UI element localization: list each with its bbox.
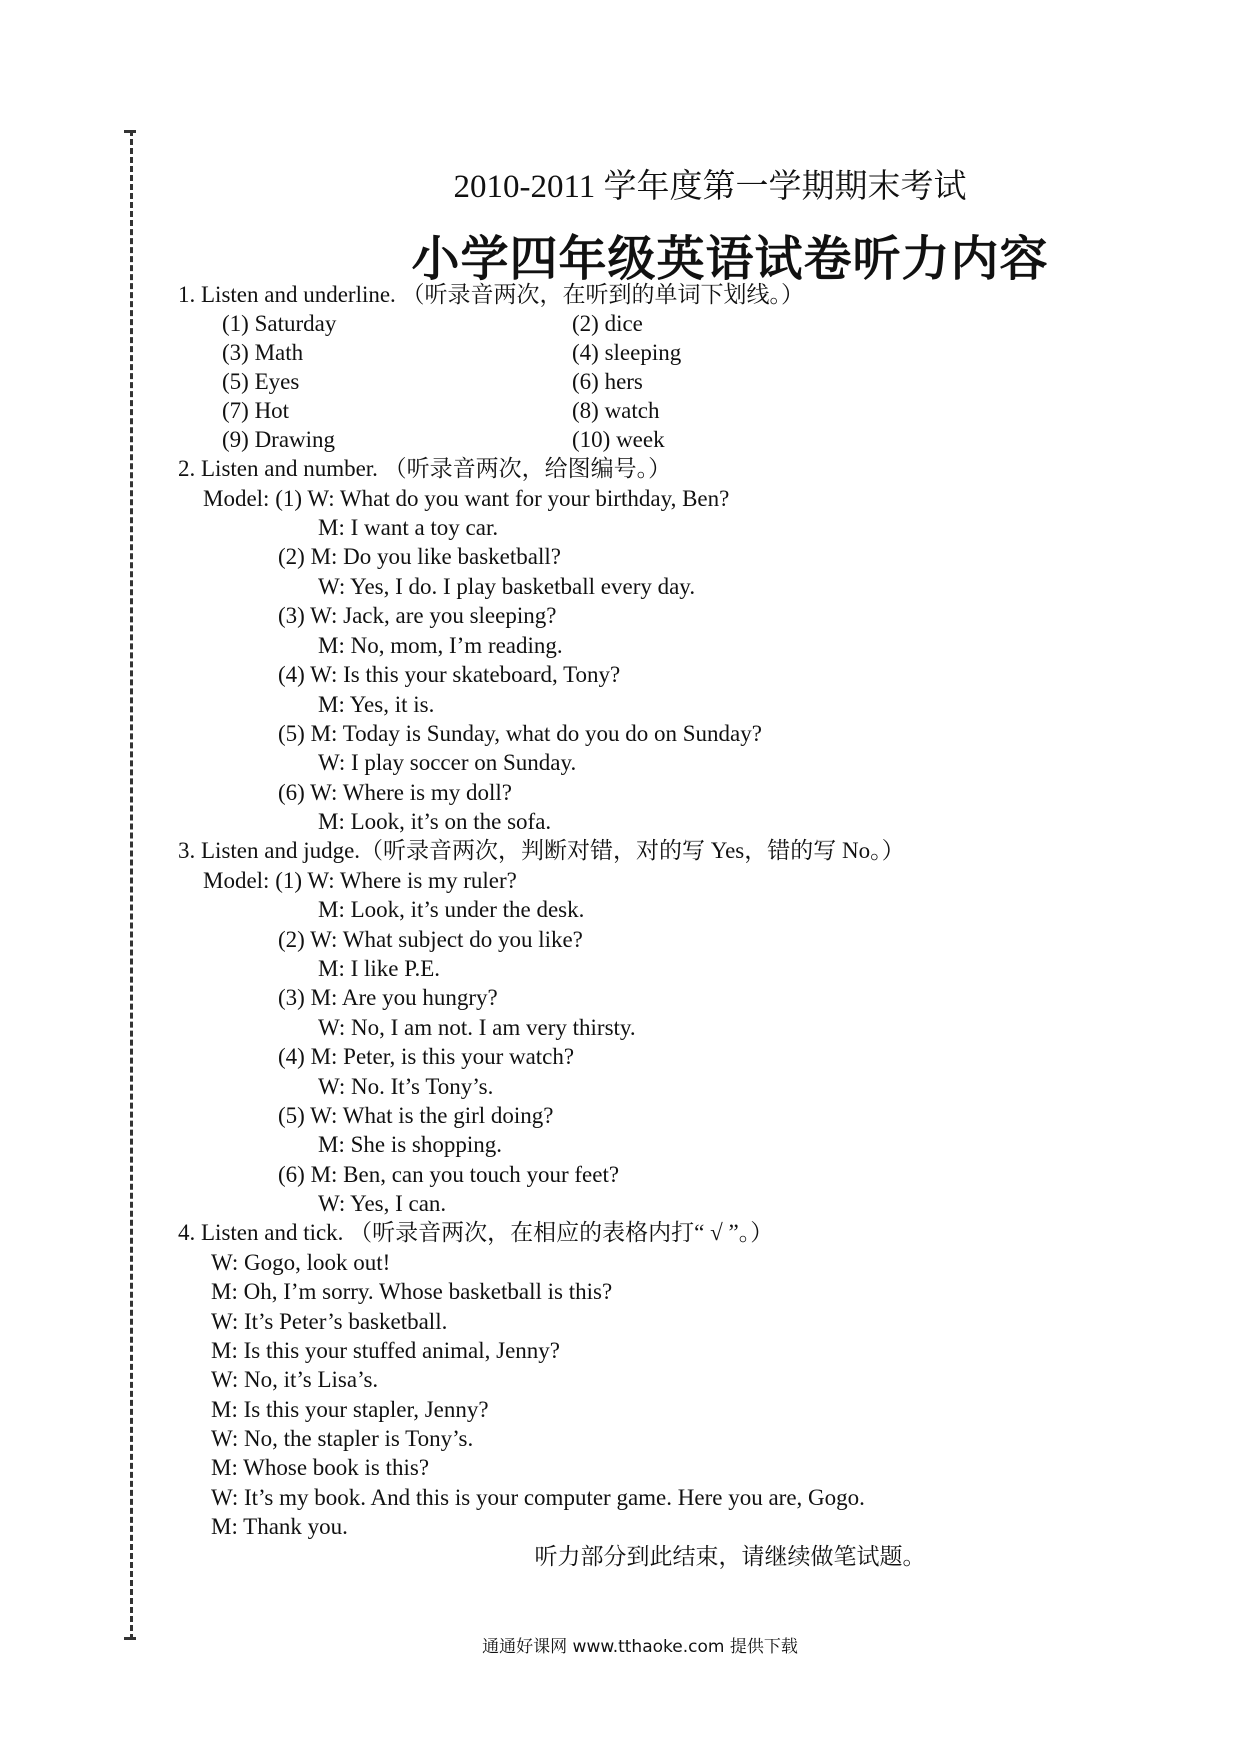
dialogue-line: W: It’s my book. And this is your computer game. Here you are, Gogo.	[211, 1485, 865, 1510]
dialogue-line: (5) W: What is the girl doing?	[278, 1103, 554, 1128]
word-item: (6) hers	[572, 369, 643, 394]
dialogue-line: M: Thank you.	[211, 1514, 348, 1539]
section2-heading: 2. Listen and number. （听录音两次，给图编号。）	[178, 456, 672, 481]
dialogue-line: Model: (1) W: Where is my ruler?	[203, 868, 517, 893]
dialogue-line: M: I like P.E.	[318, 956, 441, 981]
word-item: (7) Hot	[222, 398, 290, 423]
dialogue-line: M: Yes, it is.	[318, 692, 435, 717]
exam-title: 2010-2011 学年度第一学期期末考试	[453, 169, 967, 205]
dialogue-line: M: She is shopping.	[318, 1132, 503, 1157]
dialogue-line: (4) M: Peter, is this your watch?	[278, 1044, 575, 1069]
word-item: (4) sleeping	[572, 340, 682, 365]
dialogue-line: M: Is this your stuffed animal, Jenny?	[211, 1338, 560, 1363]
dialogue-line: M: I want a toy car.	[318, 515, 499, 540]
word-item: (10) week	[572, 427, 665, 452]
dialogue-line: W: Yes, I can.	[318, 1191, 447, 1216]
dialogue-line: M: Whose book is this?	[211, 1455, 430, 1480]
dialogue-line: M: No, mom, I’m reading.	[318, 633, 563, 658]
dialogue-line: M: Look, it’s on the sofa.	[318, 809, 552, 834]
word-item: (2) dice	[572, 311, 643, 336]
dialogue-line: W: Gogo, look out!	[211, 1250, 391, 1275]
closing-note: 听力部分到此结束，请继续做笔试题。	[534, 1544, 926, 1569]
dialogue-line: M: Oh, I’m sorry. Whose basketball is this?	[211, 1279, 613, 1304]
dialogue-line: W: No, I am not. I am very thirsty.	[318, 1015, 636, 1040]
dialogue-line: W: No. It’s Tony’s.	[318, 1074, 494, 1099]
word-item: (1) Saturday	[222, 311, 337, 336]
dialogue-line: W: No, it’s Lisa’s.	[211, 1367, 379, 1392]
word-item: (9) Drawing	[222, 427, 336, 452]
dialogue-line: M: Look, it’s under the desk.	[318, 897, 585, 922]
dialogue-line: (2) M: Do you like basketball?	[278, 544, 561, 569]
dialogue-line: Model: (1) W: What do you want for your birthday, Ben?	[203, 486, 730, 511]
word-item: (5) Eyes	[222, 369, 300, 394]
dialogue-line: W: Yes, I do. I play basketball every day.	[318, 574, 696, 599]
dialogue-line: W: It’s Peter’s basketball.	[211, 1309, 448, 1334]
dialogue-line: (4) W: Is this your skateboard, Tony?	[278, 662, 621, 687]
dialogue-line: (6) W: Where is my doll?	[278, 780, 512, 805]
dialogue-line: (2) W: What subject do you like?	[278, 927, 583, 952]
dialogue-line: (6) M: Ben, can you touch your feet?	[278, 1162, 620, 1187]
section3-heading: 3. Listen and judge.（听录音两次，判断对错，对的写 Yes，错的写 No。）	[178, 838, 905, 863]
dialogue-line: M: Is this your stapler, Jenny?	[211, 1397, 489, 1422]
word-item: (8) watch	[572, 398, 660, 423]
dialogue-line: (3) W: Jack, are you sleeping?	[278, 603, 557, 628]
paper-title: 小学四年级英语试卷听力内容	[411, 231, 1049, 287]
binding-margin-line	[124, 130, 138, 1640]
section4-heading: 4. Listen and tick. （听录音两次，在相应的表格内打“ √ ”。）	[178, 1220, 774, 1245]
dialogue-line: (3) M: Are you hungry?	[278, 985, 498, 1010]
word-item: (3) Math	[222, 340, 304, 365]
dialogue-line: W: I play soccer on Sunday.	[318, 750, 577, 775]
download-credit: 通通好课网 www.tthaoke.com 提供下载	[482, 1637, 798, 1657]
dialogue-line: W: No, the stapler is Tony’s.	[211, 1426, 474, 1451]
section1-heading: 1. Listen and underline. （听录音两次，在听到的单词下划线。）	[178, 282, 805, 307]
dialogue-line: (5) M: Today is Sunday, what do you do on Sunday?	[278, 721, 762, 746]
